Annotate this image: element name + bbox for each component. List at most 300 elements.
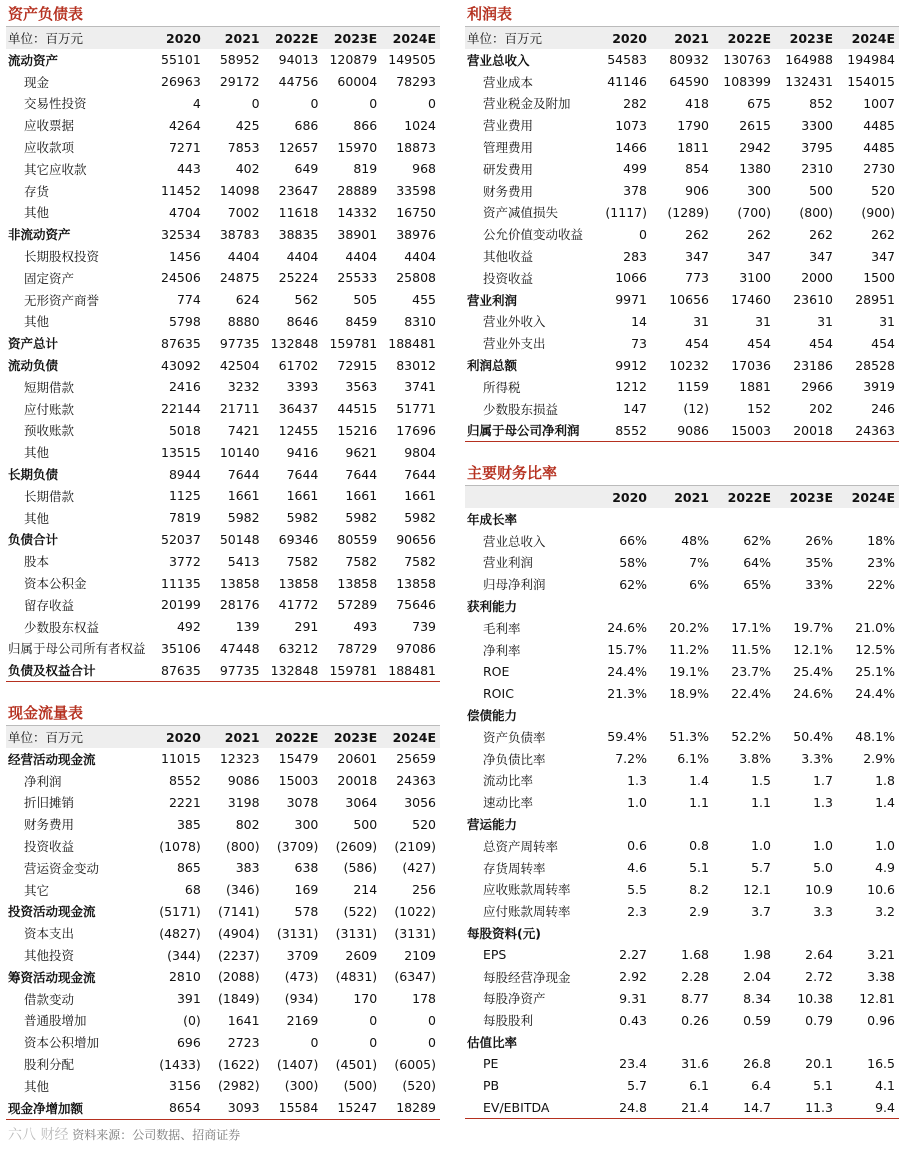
row-label: 普通股增加 xyxy=(24,1013,87,1029)
row-value: 7582 xyxy=(286,553,319,569)
row-label: 毛利率 xyxy=(483,620,521,636)
row-value: 7271 xyxy=(168,139,201,155)
row-value: 12.1% xyxy=(793,642,833,658)
table-row xyxy=(6,114,440,136)
row-value: 17696 xyxy=(396,422,436,438)
row-value: 0 xyxy=(310,1034,319,1050)
row-value: 1500 xyxy=(863,270,895,286)
row-value xyxy=(651,508,713,530)
row-value: 1661 xyxy=(227,488,260,504)
row-value: (4831) xyxy=(335,969,378,985)
row-value: 52037 xyxy=(161,531,201,547)
row-value: 3.7 xyxy=(751,903,771,919)
row-value: 120879 xyxy=(329,52,378,68)
row-value: 48% xyxy=(681,533,709,549)
table-row xyxy=(465,180,899,202)
balance-sheet-title: 资产负债表 xyxy=(8,5,84,23)
header-row xyxy=(6,726,440,749)
row-value: 4264 xyxy=(168,117,201,133)
row-value: 12.1 xyxy=(743,881,771,897)
row-label: 流动资产 xyxy=(8,52,59,68)
row-value: 24.6% xyxy=(607,620,647,636)
row-label: 营业利润 xyxy=(467,292,518,308)
row-value: 97086 xyxy=(396,640,436,656)
row-value: 4404 xyxy=(345,248,378,264)
row-value: 6.1 xyxy=(689,1078,709,1094)
table-row xyxy=(6,748,440,770)
row-value: 562 xyxy=(294,292,319,308)
row-label: 营业总收入 xyxy=(483,533,546,549)
table-row xyxy=(465,420,899,442)
row-value: 493 xyxy=(353,619,378,635)
row-value: 1.0 xyxy=(751,838,771,854)
row-value: 33% xyxy=(805,576,833,592)
row-label: 其他投资 xyxy=(24,948,75,964)
row-label: 应收款项 xyxy=(24,140,75,156)
table-row xyxy=(465,398,899,420)
row-value: (6347) xyxy=(394,969,436,985)
row-value: (3131) xyxy=(276,925,319,941)
row-label: 偿债能力 xyxy=(467,708,518,724)
row-value: 11.5% xyxy=(731,642,771,658)
row-label: 其它 xyxy=(24,882,50,898)
row-value: 164988 xyxy=(785,52,833,68)
year-header: 2024E xyxy=(837,27,899,50)
row-value: 262 xyxy=(747,226,771,242)
row-label: 少数股东权益 xyxy=(24,619,100,635)
row-value: 378 xyxy=(623,183,647,199)
row-value: 51.3% xyxy=(669,729,709,745)
year-header: 2022E xyxy=(264,726,323,749)
row-label: 资本公积金 xyxy=(24,576,87,592)
row-value: 4.6 xyxy=(627,860,647,876)
table-row xyxy=(6,311,440,333)
row-value: 14098 xyxy=(219,183,260,199)
row-value: 0 xyxy=(369,95,378,111)
row-value: (1117) xyxy=(605,204,647,220)
row-value: 256 xyxy=(412,882,436,898)
table-row xyxy=(465,1075,899,1097)
year-header: 2022E xyxy=(264,27,323,50)
table-row xyxy=(465,573,899,595)
row-label: 短期借款 xyxy=(24,379,75,395)
row-value: 7582 xyxy=(345,553,378,569)
row-value: 9621 xyxy=(345,444,378,460)
row-label: 营业费用 xyxy=(483,118,534,134)
row-label: 财务费用 xyxy=(483,183,534,199)
row-value: 78293 xyxy=(396,74,436,90)
row-value: (1622) xyxy=(218,1056,260,1072)
row-value: 13515 xyxy=(161,444,201,460)
row-value: 300 xyxy=(747,183,771,199)
row-label: 无形资产商誉 xyxy=(24,292,100,308)
row-value: 12323 xyxy=(219,751,260,767)
row-value: 202 xyxy=(809,401,833,417)
row-value: 6% xyxy=(689,576,709,592)
row-value: 72915 xyxy=(337,357,378,373)
table-row xyxy=(465,922,899,944)
row-value: 24.4% xyxy=(855,685,895,701)
row-value: 47448 xyxy=(219,640,260,656)
row-value: (6005) xyxy=(394,1056,436,1072)
row-value: 8654 xyxy=(146,1097,205,1119)
row-value: 854 xyxy=(685,161,709,177)
row-value: 9.4 xyxy=(837,1097,899,1119)
row-label: 归属于母公司净利润 xyxy=(465,420,589,442)
row-value: 50148 xyxy=(219,531,260,547)
row-value: 6.4 xyxy=(751,1078,771,1094)
row-value: 1007 xyxy=(863,95,895,111)
row-value: 2310 xyxy=(801,161,833,177)
row-value: 9971 xyxy=(615,292,647,308)
table-row xyxy=(6,550,440,572)
row-value: (934) xyxy=(284,991,319,1007)
row-value: 7.2% xyxy=(615,751,647,767)
row-value: 6.1% xyxy=(677,751,709,767)
row-value: (1433) xyxy=(159,1056,201,1072)
row-value: 5982 xyxy=(227,510,260,526)
row-value: (2982) xyxy=(218,1078,260,1094)
row-value: 0.79 xyxy=(805,1012,833,1028)
row-value: 24506 xyxy=(161,270,201,286)
table-row xyxy=(465,988,899,1010)
row-value: 2000 xyxy=(801,270,833,286)
year-header: 2024E xyxy=(837,486,899,509)
row-value: 865 xyxy=(176,860,201,876)
table-row xyxy=(465,661,899,683)
row-value: 132848 xyxy=(264,659,323,681)
row-value: 7002 xyxy=(227,204,260,220)
row-value: 83012 xyxy=(396,357,436,373)
row-value: 1.98 xyxy=(743,947,771,963)
header-row xyxy=(465,486,899,509)
table-row xyxy=(465,354,899,376)
row-value: 454 xyxy=(747,335,771,351)
row-value: 520 xyxy=(412,816,436,832)
row-value: 44756 xyxy=(278,74,319,90)
row-value: 3.38 xyxy=(867,969,895,985)
row-value: 802 xyxy=(235,816,260,832)
row-value xyxy=(775,704,837,726)
row-value: 520 xyxy=(871,183,895,199)
table-row xyxy=(465,813,899,835)
row-value: 152 xyxy=(747,401,771,417)
unit-label: 单位：百万元 xyxy=(6,726,146,749)
row-value xyxy=(651,595,713,617)
row-value: 852 xyxy=(809,95,833,111)
row-value: 2169 xyxy=(286,1012,319,1028)
row-value: 13858 xyxy=(219,575,260,591)
row-value: 21.4 xyxy=(651,1097,713,1119)
source-note xyxy=(8,1124,240,1144)
row-value: 2615 xyxy=(739,117,771,133)
row-value: 1881 xyxy=(739,379,771,395)
row-value: (4904) xyxy=(218,925,260,941)
table-row xyxy=(465,311,899,333)
row-value: 25808 xyxy=(396,270,436,286)
row-label: 营业税金及附加 xyxy=(483,96,571,112)
row-label: 应收账款周转率 xyxy=(483,882,571,898)
year-header: 2020 xyxy=(146,726,205,749)
table-row xyxy=(6,857,440,879)
row-value: 1.5 xyxy=(751,772,771,788)
row-value: 0.59 xyxy=(743,1012,771,1028)
row-value xyxy=(713,595,775,617)
row-value: 7582 xyxy=(404,553,436,569)
table-row xyxy=(6,1010,440,1032)
row-value: 8552 xyxy=(589,420,651,442)
row-label: EV/EBITDA xyxy=(465,1097,589,1119)
table-row xyxy=(6,136,440,158)
row-value: (586) xyxy=(343,860,378,876)
year-header: 2024E xyxy=(381,27,440,50)
row-value: 24363 xyxy=(837,420,899,442)
row-value: 15.7% xyxy=(607,642,647,658)
row-label: 资本支出 xyxy=(24,926,75,942)
row-value: 2.28 xyxy=(681,969,709,985)
table-row xyxy=(6,572,440,594)
row-value: 90656 xyxy=(396,531,436,547)
row-value: 42504 xyxy=(219,357,260,373)
row-value: 194984 xyxy=(847,52,895,68)
row-value: 13858 xyxy=(396,575,436,591)
table-row xyxy=(6,354,440,376)
row-value: 3300 xyxy=(801,117,833,133)
row-value: 23% xyxy=(867,554,895,570)
table-row xyxy=(465,704,899,726)
row-value: 44515 xyxy=(337,401,378,417)
row-value: 7644 xyxy=(345,466,378,482)
row-value: 25.1% xyxy=(855,663,895,679)
row-value: (700) xyxy=(737,204,771,220)
row-label: 其他 xyxy=(24,510,50,526)
row-value: 5.7 xyxy=(627,1078,647,1094)
row-value: 80559 xyxy=(337,531,378,547)
row-value: 1.68 xyxy=(681,947,709,963)
row-label: 资本公积增加 xyxy=(24,1035,100,1051)
row-label: 其他收益 xyxy=(483,249,534,265)
row-value: 61702 xyxy=(278,357,319,373)
row-value: 383 xyxy=(235,860,260,876)
row-label: 预收账款 xyxy=(24,423,75,439)
row-value: 2.27 xyxy=(619,947,647,963)
cash-flow-title: 现金流量表 xyxy=(8,704,84,722)
row-label: 所得税 xyxy=(483,379,521,395)
ratios-section xyxy=(465,461,899,1119)
table-row xyxy=(465,1097,899,1119)
row-value: 2.64 xyxy=(805,947,833,963)
row-value: 19.7% xyxy=(793,620,833,636)
row-value: 696 xyxy=(176,1034,201,1050)
row-value: 10.38 xyxy=(797,990,833,1006)
row-value: 132848 xyxy=(270,335,319,351)
row-value: 35% xyxy=(805,554,833,570)
row-value: 51771 xyxy=(396,401,436,417)
table-row xyxy=(465,202,899,224)
row-value: 5.5 xyxy=(627,881,647,897)
row-value: 33598 xyxy=(396,183,436,199)
table-row xyxy=(465,857,899,879)
table-row xyxy=(465,289,899,311)
row-label: PE xyxy=(483,1056,499,1072)
row-value: (12) xyxy=(683,401,709,417)
row-value: 418 xyxy=(685,95,709,111)
row-value: 15970 xyxy=(337,139,378,155)
row-value: (2609) xyxy=(335,838,378,854)
table-row xyxy=(465,726,899,748)
row-value: 80932 xyxy=(669,52,709,68)
row-value: 8459 xyxy=(345,313,378,329)
row-value: 3709 xyxy=(286,947,319,963)
row-value: 3093 xyxy=(205,1097,264,1119)
row-value: 14.7 xyxy=(713,1097,775,1119)
row-label: 财务费用 xyxy=(24,817,75,833)
row-value: 31 xyxy=(879,313,895,329)
row-value: 500 xyxy=(809,183,833,199)
row-label: 其他 xyxy=(24,445,50,461)
row-value: (5171) xyxy=(159,903,201,919)
row-value xyxy=(775,508,837,530)
row-value: 1.1 xyxy=(689,794,709,810)
row-value: 5798 xyxy=(168,313,201,329)
table-row xyxy=(6,988,440,1010)
row-value: 21.3% xyxy=(607,685,647,701)
row-value: 12657 xyxy=(278,139,319,155)
row-label: 投资收益 xyxy=(483,270,534,286)
year-header: 2021 xyxy=(205,726,264,749)
row-value: 0.6 xyxy=(627,838,647,854)
row-value: 108399 xyxy=(723,74,771,90)
row-label: 速动比率 xyxy=(483,795,534,811)
row-value xyxy=(775,922,837,944)
row-label: 净利润 xyxy=(24,773,62,789)
row-label: 资产总计 xyxy=(8,336,59,352)
row-value: 8.34 xyxy=(743,990,771,1006)
row-value: 1661 xyxy=(286,488,319,504)
row-value: 188481 xyxy=(388,335,436,351)
row-value: 87635 xyxy=(161,335,201,351)
year-header: 2020 xyxy=(146,27,205,50)
row-value: 4404 xyxy=(404,248,436,264)
row-value: 26.8 xyxy=(743,1056,771,1072)
table-row xyxy=(465,835,899,857)
row-value: 58% xyxy=(619,554,647,570)
row-value xyxy=(589,508,651,530)
row-label: 其他 xyxy=(24,314,50,330)
row-value: 347 xyxy=(871,248,895,264)
row-value: 31 xyxy=(817,313,833,329)
table-row xyxy=(465,791,899,813)
row-value: 2810 xyxy=(168,969,201,985)
row-label: 资产减值损失 xyxy=(483,205,559,221)
row-label: 投资活动现金流 xyxy=(8,904,96,920)
row-value: 0.26 xyxy=(681,1012,709,1028)
row-value: 3772 xyxy=(168,553,201,569)
row-value: 21711 xyxy=(219,401,260,417)
row-value: 15003 xyxy=(278,773,319,789)
row-value: 10.6 xyxy=(867,881,895,897)
row-value: 12455 xyxy=(278,422,319,438)
table-row xyxy=(6,770,440,792)
row-label: 折旧摊销 xyxy=(24,795,75,811)
row-value: 60004 xyxy=(337,74,378,90)
row-value: 1.0 xyxy=(813,838,833,854)
row-value: 3232 xyxy=(227,379,260,395)
row-value: 62% xyxy=(743,533,771,549)
row-label: 估值比率 xyxy=(467,1035,518,1051)
table-row xyxy=(465,93,899,115)
row-value: 65% xyxy=(743,576,771,592)
row-value: 2416 xyxy=(168,379,201,395)
year-header: 2024E xyxy=(381,726,440,749)
row-value: 15584 xyxy=(264,1097,323,1119)
row-label: 负债合计 xyxy=(8,532,59,548)
row-value: 28889 xyxy=(337,183,378,199)
row-value: 17460 xyxy=(731,292,771,308)
table-row xyxy=(465,944,899,966)
row-value: 1125 xyxy=(168,488,201,504)
row-value: 1066 xyxy=(615,270,647,286)
row-value: 41772 xyxy=(278,597,319,613)
year-header: 2021 xyxy=(651,486,713,509)
row-value: 2.72 xyxy=(805,969,833,985)
row-value: 18873 xyxy=(396,139,436,155)
row-value: 24875 xyxy=(219,270,260,286)
row-label: 负债及权益合计 xyxy=(6,659,146,681)
table-row xyxy=(6,398,440,420)
table-row xyxy=(6,267,440,289)
row-value: (427) xyxy=(402,860,436,876)
row-value: 66% xyxy=(619,533,647,549)
row-value: 31 xyxy=(693,313,709,329)
row-value: 9804 xyxy=(404,444,436,460)
row-value: (2237) xyxy=(218,947,260,963)
row-value: 13858 xyxy=(278,575,319,591)
row-label: 归母净利润 xyxy=(483,577,546,593)
row-value: 24.8 xyxy=(589,1097,651,1119)
table-row xyxy=(465,376,899,398)
row-value: (800) xyxy=(225,838,260,854)
row-value: 94013 xyxy=(278,52,319,68)
row-value: 15216 xyxy=(337,422,378,438)
table-row xyxy=(465,114,899,136)
table-row xyxy=(465,136,899,158)
row-value: 17.1% xyxy=(731,620,771,636)
table-row xyxy=(6,529,440,551)
row-value xyxy=(837,595,899,617)
table-row xyxy=(6,420,440,442)
row-value xyxy=(837,508,899,530)
row-value: 1.1 xyxy=(751,794,771,810)
table-row xyxy=(6,485,440,507)
row-value: 3563 xyxy=(345,379,378,395)
row-label: 长期股权投资 xyxy=(24,249,100,265)
row-value: 3100 xyxy=(739,270,771,286)
row-value: 1641 xyxy=(227,1012,260,1028)
row-value: 5.1 xyxy=(813,1078,833,1094)
year-header: 2023E xyxy=(322,726,381,749)
table-row xyxy=(465,879,899,901)
row-value: 1159 xyxy=(677,379,709,395)
table-row xyxy=(465,1053,899,1075)
row-label: ROIC xyxy=(483,685,514,701)
row-value: 21.0% xyxy=(855,620,895,636)
row-value: 97735 xyxy=(219,335,260,351)
row-value: 20199 xyxy=(161,597,201,613)
unit-label: 单位：百万元 xyxy=(465,27,589,50)
row-value: 3.3% xyxy=(801,751,833,767)
table-row xyxy=(6,376,440,398)
